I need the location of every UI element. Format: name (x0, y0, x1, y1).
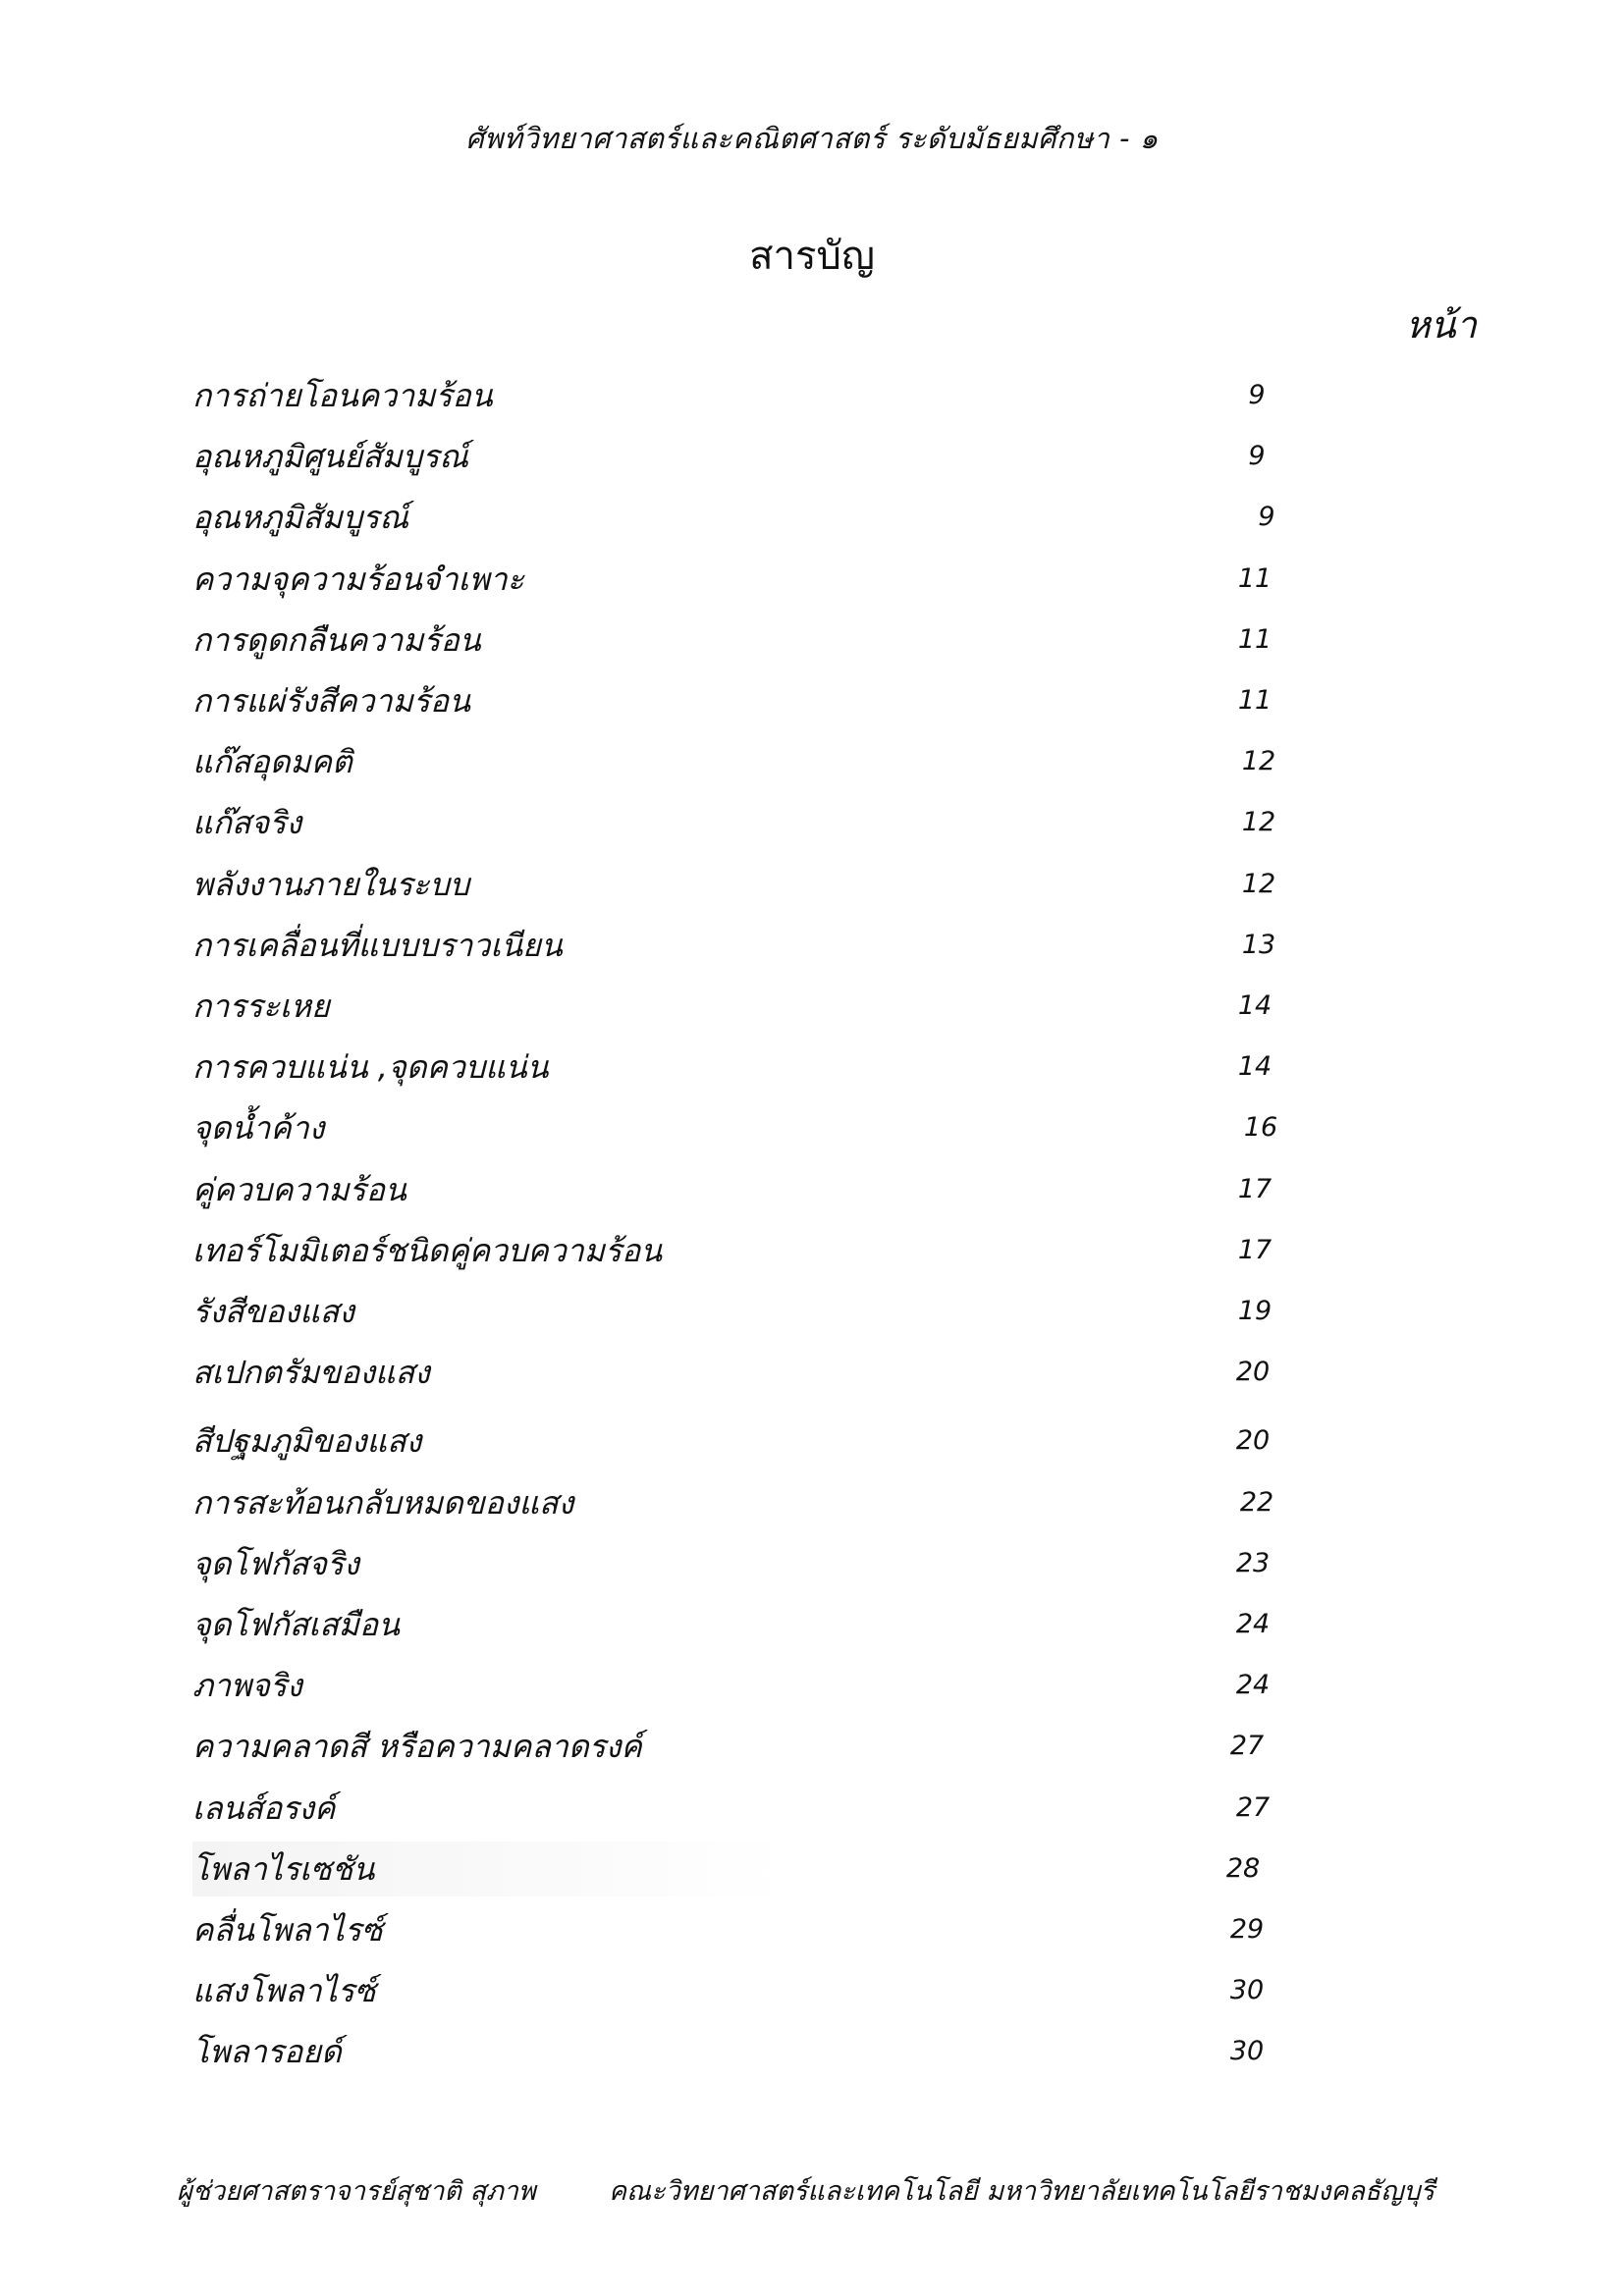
toc-entry-label: รังสีของแสง (192, 1293, 354, 1330)
toc-entry-label: อุณหภูมิสัมบูรณ์ (192, 499, 408, 537)
toc-entry-label: อุณหภูมิศูนย์สัมบูรณ์ (192, 438, 468, 476)
toc-entry (192, 1719, 1479, 1774)
running-header: ศัพท์วิทยาศาสตร์และคณิตศาสตร์ ระดับมัธยมศึกษา - ๑ (465, 122, 1159, 155)
toc-entry-label: จุดโฟกัสจริง (192, 1544, 359, 1582)
toc-entry-page: 14 (1237, 990, 1272, 1021)
toc-entry (192, 734, 1479, 789)
toc-entry-label: แก๊สจริง (192, 804, 302, 842)
toc-entry-page: 23 (1235, 1547, 1271, 1578)
toc-entry (192, 1345, 1479, 1400)
toc-entry (192, 1536, 1479, 1591)
toc-entry (192, 1162, 1479, 1217)
toc-entry-page: 30 (1229, 1975, 1265, 2006)
toc-entry-label: การสะท้อนกลับหมดของแสง (192, 1483, 574, 1522)
toc-entry-page: 27 (1235, 1791, 1271, 1823)
page-column-heading: หน้า (1405, 303, 1477, 347)
toc-entry (192, 613, 1479, 667)
toc-entry (192, 1597, 1479, 1652)
toc-entry-label: เทอร์โมมิเตอร์ชนิดคู่ควบความร้อน (192, 1231, 663, 1269)
toc-entry (192, 918, 1479, 973)
toc-entry-page: 11 (1237, 685, 1272, 716)
toc-entry-label: แก๊สอุดมคติ (192, 743, 352, 781)
toc-entry-page: 24 (1235, 1670, 1271, 1701)
toc-entry (192, 552, 1479, 607)
toc-entry-label: สีปฐมภูมิของแสง (192, 1422, 422, 1461)
toc-entry (192, 1842, 1479, 1896)
toc-entry-label: ความจุความร้อนจำเพาะ (192, 560, 524, 598)
page-title: สารบัญ (749, 234, 875, 279)
footer-author: ผู้ช่วยศาสตราจารย์สุชาติ สุภาพ (177, 2176, 536, 2207)
toc-entry-label: ความคลาดสี หรือความคลาดรงค์ (192, 1728, 642, 1766)
toc-entry (192, 795, 1479, 850)
toc-entry (192, 1475, 1479, 1530)
toc-entry-page: 17 (1237, 1234, 1272, 1265)
toc-entry (192, 1414, 1479, 1468)
toc-entry-label: ภาพจริง (192, 1667, 302, 1705)
toc-entry-label: การถ่ายโอนความร้อน (192, 377, 493, 414)
toc-entry (192, 1100, 1479, 1155)
toc-entry-label: การดูดกลืนความร้อน (192, 620, 481, 659)
toc-entry (192, 1284, 1479, 1339)
toc-entry-page: 29 (1229, 1914, 1265, 1945)
toc-entry-label: การระเหย (192, 988, 330, 1025)
toc-entry-label: โพลาไรเซชัน (192, 1842, 786, 1896)
toc-entry (192, 1781, 1479, 1836)
toc-entry-page: 9 (1248, 441, 1266, 472)
toc-entry-page: 9 (1248, 380, 1266, 410)
toc-entry (192, 1902, 1479, 1957)
toc-entry-page: 27 (1229, 1731, 1265, 1762)
toc-entry-label: โพลารอยด์ (192, 2033, 342, 2071)
toc-entry (192, 1040, 1479, 1095)
toc-entry-label: จุดโฟกัสเสมือน (192, 1606, 400, 1643)
toc-entry-label: เลนส์อรงค์ (192, 1789, 336, 1827)
toc-entry-label: การเคลื่อนที่แบบบราวเนียน (192, 926, 563, 964)
toc-entry (192, 857, 1479, 912)
toc-entry-page: 13 (1241, 929, 1276, 960)
toc-entry (192, 1658, 1479, 1713)
toc-entry (192, 1223, 1479, 1278)
toc-entry (192, 1963, 1479, 2018)
toc-entry-label: การแผ่รังสีความร้อน (192, 682, 470, 720)
toc-entry-page: 22 (1239, 1486, 1274, 1518)
toc-entry-label: จุดน้ำค้าง (192, 1109, 325, 1148)
toc-entry-page: 12 (1241, 746, 1276, 777)
toc-entry (192, 429, 1479, 484)
toc-entry-page: 20 (1235, 1425, 1271, 1457)
toc-entry-label: คู่ควบความร้อน (192, 1170, 406, 1208)
toc-entry-page: 17 (1237, 1173, 1272, 1204)
toc-entry-label: แสงโพลาไรซ์ (192, 1972, 376, 2010)
toc-entry-page: 11 (1237, 562, 1272, 594)
toc-entry-label: การควบแน่น ,จุดควบแน่น (192, 1048, 549, 1087)
toc-entry-label: คลื่นโพลาไรซ์ (192, 1911, 383, 1949)
toc-entry-page: 30 (1229, 2036, 1265, 2067)
toc-entry (192, 368, 1479, 423)
toc-entry (192, 2024, 1479, 2079)
toc-entry-page: 14 (1237, 1051, 1272, 1083)
toc-entry (192, 490, 1479, 545)
toc-entry-label: พลังงานภายในระบบ (192, 865, 470, 903)
footer-institution: คณะวิทยาศาสตร์และเทคโนโลยี มหาวิทยาลัยเทคโนโลยีราชมงคลธัญบุรี (609, 2176, 1435, 2207)
toc-entry-label: สเปกตรัมของแสง (192, 1354, 430, 1392)
toc-entry-page: 20 (1235, 1357, 1271, 1388)
toc-entry-page: 28 (1225, 1852, 1261, 1884)
toc-entry-page: 16 (1243, 1112, 1278, 1144)
toc-entry-page: 19 (1237, 1296, 1272, 1326)
toc-entry-page: 12 (1241, 807, 1276, 838)
toc-entry-page: 11 (1237, 623, 1272, 655)
toc-entry-page: 24 (1235, 1609, 1271, 1639)
toc-entry-page: 12 (1241, 868, 1276, 899)
toc-entry (192, 979, 1479, 1034)
toc-entry-page: 9 (1258, 502, 1275, 533)
toc-entry (192, 673, 1479, 728)
